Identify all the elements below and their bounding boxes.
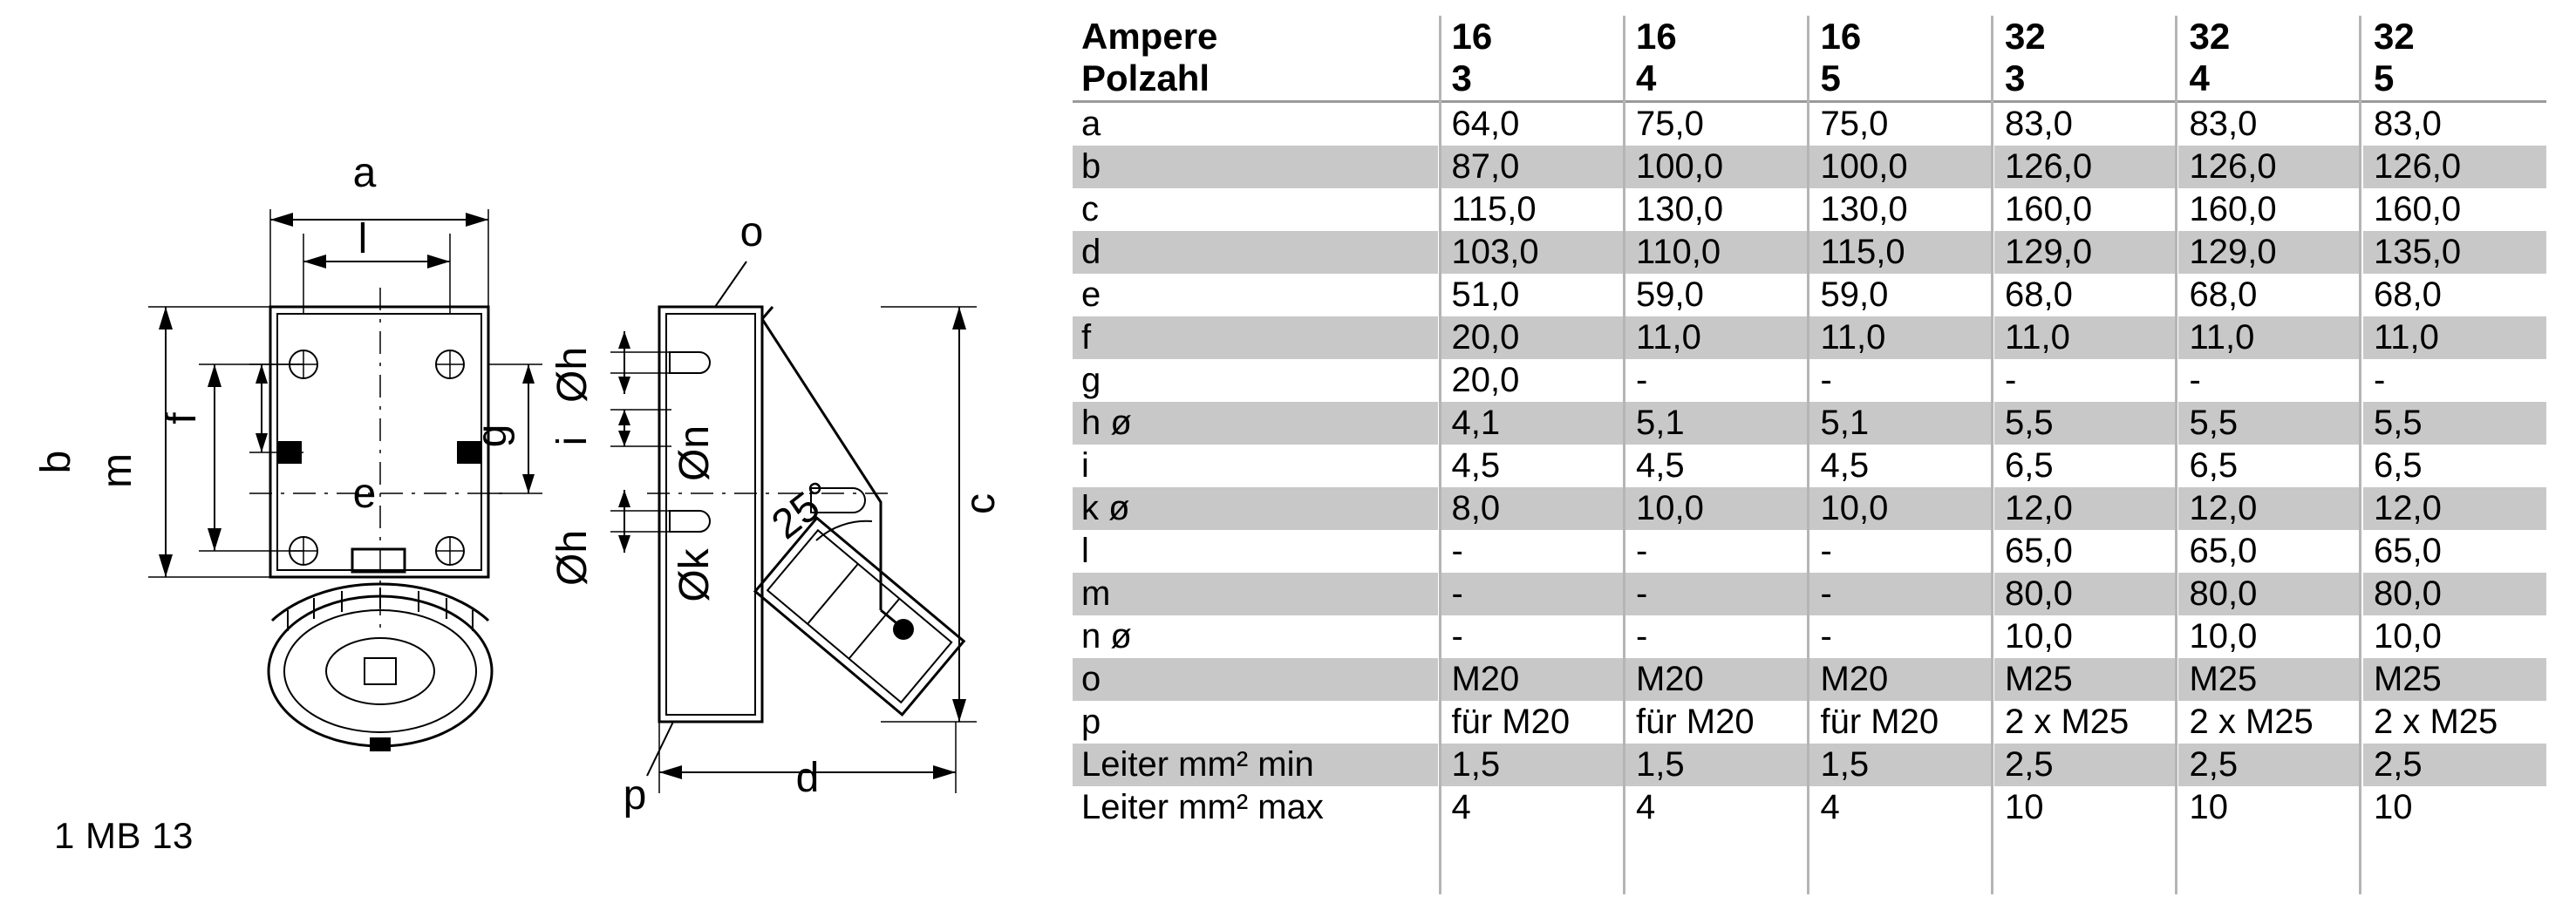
row-label: n ø (1073, 615, 1440, 658)
row-value: 126,0 (2177, 146, 2362, 188)
row-value: 83,0 (1993, 103, 2177, 146)
row-value: 5,5 (1993, 402, 2177, 445)
row-value: 10,0 (1624, 487, 1809, 530)
row-value: M20 (1624, 658, 1809, 701)
header-label-ampere: Ampere (1081, 16, 1218, 57)
row-value: 129,0 (2177, 231, 2362, 274)
row-value: 51,0 (1440, 274, 1625, 316)
row-label: d (1073, 231, 1440, 274)
row-value: M20 (1809, 658, 1993, 701)
row-label: b (1073, 146, 1440, 188)
row-value: 4 (1624, 786, 1809, 829)
row-value: 20,0 (1440, 359, 1625, 402)
row-value: 80,0 (2177, 573, 2362, 615)
row-value: - (1440, 573, 1625, 615)
header-ampere-col-2: 16 (1624, 16, 1809, 58)
row-value: 83,0 (2361, 103, 2546, 146)
table-header-row-ampere (1073, 16, 2546, 58)
row-value: 110,0 (1624, 231, 1809, 274)
row-value: 5,5 (2361, 402, 2546, 445)
row-value: 65,0 (2361, 530, 2546, 573)
row-value: M25 (2361, 658, 2546, 701)
row-label: Leiter mm² min (1073, 744, 1440, 786)
row-value: 4 (1440, 786, 1625, 829)
row-value: 129,0 (1993, 231, 2177, 274)
row-value: 4,1 (1440, 402, 1625, 445)
header-ampere-col-6: 32 (2361, 16, 2546, 58)
row-value: 11,0 (1624, 316, 1809, 359)
row-value: 100,0 (1624, 146, 1809, 188)
header-polzahl-col-4: 3 (1993, 58, 2177, 99)
header-ampere-col-1: 16 (1440, 16, 1625, 58)
row-label: e (1073, 274, 1440, 316)
row-label: f (1073, 316, 1440, 359)
header-ampere-col-4: 32 (1993, 16, 2177, 58)
row-value: - (1809, 573, 1993, 615)
table-row (1073, 530, 2546, 573)
row-value: 1,5 (1440, 744, 1625, 786)
header-ampere-col-5: 32 (2177, 16, 2362, 58)
row-value: 12,0 (2177, 487, 2362, 530)
row-label: m (1073, 573, 1440, 615)
row-value: 6,5 (2361, 445, 2546, 487)
label-e: e (352, 471, 377, 517)
row-value: M25 (2177, 658, 2362, 701)
row-label: a (1073, 103, 1440, 146)
label-a: a (352, 150, 377, 196)
row-value: 83,0 (2177, 103, 2362, 146)
row-value: 5,1 (1809, 402, 1993, 445)
table-row (1073, 615, 2546, 658)
row-value: 80,0 (1993, 573, 2177, 615)
row-value: - (1624, 359, 1809, 402)
row-value: 2,5 (2177, 744, 2362, 786)
table-row (1073, 231, 2546, 274)
row-label: c (1073, 188, 1440, 231)
row-value: - (2177, 359, 2362, 402)
table-row (1073, 445, 2546, 487)
table-row (1073, 188, 2546, 231)
row-value: 160,0 (1993, 188, 2177, 231)
row-value: 10 (2361, 786, 2546, 829)
row-label: Leiter mm² max (1073, 786, 1440, 829)
row-value: 12,0 (1993, 487, 2177, 530)
label-dia-h-bottom: Øh (549, 529, 596, 587)
header-ampere-col-3: 16 (1809, 16, 1993, 58)
row-value: - (1809, 359, 1993, 402)
row-value: für M20 (1809, 701, 1993, 744)
row-value: 10 (1993, 786, 2177, 829)
header-polzahl-col-2: 4 (1624, 58, 1809, 99)
row-value: 8,0 (1440, 487, 1625, 530)
row-value: 2 x M25 (1993, 701, 2177, 744)
row-value: 11,0 (2361, 316, 2546, 359)
header-polzahl-col-1: 3 (1440, 58, 1625, 99)
row-value: 80,0 (2361, 573, 2546, 615)
row-value: 10,0 (2177, 615, 2362, 658)
row-value: 5,1 (1624, 402, 1809, 445)
row-value: 1,5 (1809, 744, 1993, 786)
row-label: p (1073, 701, 1440, 744)
row-value: 5,5 (2177, 402, 2362, 445)
header-polzahl-col-5: 4 (2177, 58, 2362, 99)
row-value: - (1624, 615, 1809, 658)
row-value: 11,0 (2177, 316, 2362, 359)
row-value: 64,0 (1440, 103, 1625, 146)
label-b: b (33, 450, 79, 474)
table-row (1073, 573, 2546, 615)
label-dia-h-top: Øh (549, 346, 596, 404)
row-label: h ø (1073, 402, 1440, 445)
row-value: 6,5 (2177, 445, 2362, 487)
row-value: 2,5 (2361, 744, 2546, 786)
row-value: 1,5 (1624, 744, 1809, 786)
spec-table (1073, 16, 2546, 829)
row-value: 126,0 (2361, 146, 2546, 188)
row-value: 87,0 (1440, 146, 1625, 188)
row-label: o (1073, 658, 1440, 701)
label-i: i (549, 436, 596, 446)
table-row (1073, 744, 2546, 786)
row-value: 68,0 (2177, 274, 2362, 316)
label-l: l (358, 216, 368, 262)
row-value: 10,0 (2361, 615, 2546, 658)
label-dia-n: Øn (671, 425, 718, 482)
row-value: M25 (1993, 658, 2177, 701)
row-value: M20 (1440, 658, 1625, 701)
row-value: 20,0 (1440, 316, 1625, 359)
row-value: 12,0 (2361, 487, 2546, 530)
row-value: 65,0 (1993, 530, 2177, 573)
row-value: 160,0 (2361, 188, 2546, 231)
spec-table-container (1073, 16, 2555, 829)
label-c: c (957, 493, 1004, 514)
row-value: 11,0 (1809, 316, 1993, 359)
label-angle: 25° (763, 472, 842, 549)
row-value: 68,0 (2361, 274, 2546, 316)
drawing-caption: 1 MB 13 (54, 815, 194, 856)
label-m: m (94, 453, 140, 488)
technical-drawing (0, 0, 1073, 917)
label-dia-k: Øk (671, 548, 718, 602)
label-p: p (623, 772, 647, 819)
row-value: 2 x M25 (2177, 701, 2362, 744)
row-value: für M20 (1624, 701, 1809, 744)
row-value: - (1440, 530, 1625, 573)
row-value: - (1993, 359, 2177, 402)
row-value: 103,0 (1440, 231, 1625, 274)
label-f: f (159, 412, 205, 425)
label-g: g (469, 424, 515, 448)
row-value: - (2361, 359, 2546, 402)
row-value: 59,0 (1809, 274, 1993, 316)
header-label-polzahl: Polzahl (1081, 58, 1210, 99)
table-row (1073, 274, 2546, 316)
table-row (1073, 487, 2546, 530)
table-row (1073, 359, 2546, 402)
row-label: g (1073, 359, 1440, 402)
table-header-row-polzahl (1073, 58, 2546, 99)
row-value: 100,0 (1809, 146, 1993, 188)
row-value: - (1440, 615, 1625, 658)
row-value: 65,0 (2177, 530, 2362, 573)
row-value: - (1809, 530, 1993, 573)
row-value: 75,0 (1809, 103, 1993, 146)
row-value: 2,5 (1993, 744, 2177, 786)
row-value: 59,0 (1624, 274, 1809, 316)
row-value: 11,0 (1993, 316, 2177, 359)
header-polzahl-col-6: 5 (2361, 58, 2546, 99)
row-value: 4,5 (1624, 445, 1809, 487)
row-value: für M20 (1440, 701, 1625, 744)
spec-table-body (1073, 103, 2546, 829)
table-row (1073, 316, 2546, 359)
row-value: 126,0 (1993, 146, 2177, 188)
row-label: k ø (1073, 487, 1440, 530)
row-value: 115,0 (1440, 188, 1625, 231)
row-label: l (1073, 530, 1440, 573)
table-row (1073, 658, 2546, 701)
table-row (1073, 146, 2546, 188)
table-row (1073, 402, 2546, 445)
row-value: 2 x M25 (2361, 701, 2546, 744)
row-value: 4,5 (1440, 445, 1625, 487)
row-value: 68,0 (1993, 274, 2177, 316)
label-o: o (739, 209, 764, 255)
row-value: - (1624, 573, 1809, 615)
row-value: 130,0 (1809, 188, 1993, 231)
row-value: 10,0 (1993, 615, 2177, 658)
row-value: 135,0 (2361, 231, 2546, 274)
row-value: - (1624, 530, 1809, 573)
row-value: - (1809, 615, 1993, 658)
table-row (1073, 103, 2546, 146)
label-d: d (795, 755, 820, 801)
table-row (1073, 701, 2546, 744)
row-value: 115,0 (1809, 231, 1993, 274)
row-value: 4 (1809, 786, 1993, 829)
row-value: 4,5 (1809, 445, 1993, 487)
header-polzahl-col-3: 5 (1809, 58, 1993, 99)
row-value: 6,5 (1993, 445, 2177, 487)
table-row (1073, 786, 2546, 829)
row-value: 160,0 (2177, 188, 2362, 231)
row-value: 75,0 (1624, 103, 1809, 146)
row-value: 10 (2177, 786, 2362, 829)
row-value: 10,0 (1809, 487, 1993, 530)
row-label: i (1073, 445, 1440, 487)
row-value: 130,0 (1624, 188, 1809, 231)
